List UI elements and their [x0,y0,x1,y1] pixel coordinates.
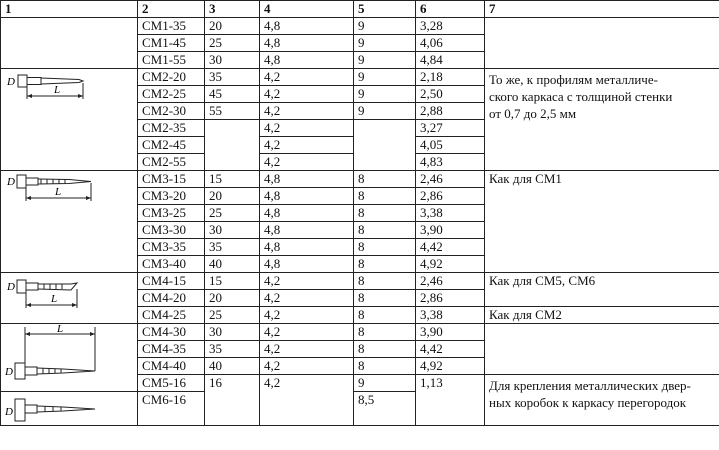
mark-cell: СМ1-35 [138,18,205,35]
cm4-note-a-cell: Как для СМ5, СМ6 [485,273,719,307]
mark-cell: СМ2-55 [138,154,205,171]
cm4-long-screw-drawing [1,325,138,391]
diameter-cell: 4,2 [260,324,354,341]
cm2-screw-drawing [1,69,138,109]
length-cell: 30 [205,324,260,341]
mark-cell: СМ4-15 [138,273,205,290]
mass-cell: 1,13 [416,375,485,426]
mark-cell: СМ2-45 [138,137,205,154]
mark-cell: СМ3-40 [138,256,205,273]
cm2-note-cell [485,69,719,171]
header-col-6: 6 [416,1,485,18]
length-cell: 20 [205,290,260,307]
cm5-note-cell [485,375,719,426]
length-cell: 20 [205,188,260,205]
col5-cell: 9 [354,86,416,103]
diameter-cell: 4,8 [260,35,354,52]
cm4-short-screw-drawing [1,274,138,322]
mark-cell: СМ2-25 [138,86,205,103]
length-cell: 55 [205,103,260,120]
mass-cell: 2,86 [416,188,485,205]
diameter-cell: 4,2 [260,120,354,137]
length-cell: 45 [205,86,260,103]
length-label: L [57,324,64,335]
col5-cell: 9 [354,375,416,392]
note-line: То же, к профилям металличе- [489,72,658,87]
note-line: ского каркаса с толщиной стенки [489,89,673,104]
mass-cell: 3,38 [416,205,485,222]
mass-cell: 2,46 [416,273,485,290]
table-header-row [1,1,719,18]
length-cell: 35 [205,239,260,256]
length-label: L [54,84,61,96]
table-row [1,273,719,290]
cm4-long-drawing-cell [1,324,138,392]
mass-cell: 3,90 [416,222,485,239]
col5-cell: 8 [354,290,416,307]
mark-cell: СМ4-20 [138,290,205,307]
cm3-screw-drawing [1,171,138,207]
mark-cell: СМ2-20 [138,69,205,86]
length-cell: 15 [205,171,260,188]
mark-cell: СМ4-30 [138,324,205,341]
header-col-2: 2 [138,1,205,18]
mass-cell: 4,05 [416,137,485,154]
mark-cell: СМ3-35 [138,239,205,256]
col5-cell: 9 [354,35,416,52]
header-col-1: 1 [1,1,138,18]
table-row [1,69,719,86]
diameter-label: D [7,281,15,293]
mark-cell: СМ4-35 [138,341,205,358]
length-cell: 20 [205,18,260,35]
mark-cell: СМ3-30 [138,222,205,239]
mass-cell: 4,42 [416,341,485,358]
mark-cell: СМ4-25 [138,307,205,324]
diameter-cell: 4,8 [260,188,354,205]
cm3-note-cell: Как для СМ1 [485,171,719,273]
diameter-cell: 4,2 [260,307,354,324]
mass-cell: 4,92 [416,256,485,273]
col5-cell: 8 [354,188,416,205]
length-label: L [55,186,62,198]
col5-cell: 8 [354,324,416,341]
diameter-cell: 4,2 [260,375,354,426]
cm4-short-drawing-cell [1,273,138,324]
note-line: Для крепления металлических двер- [489,378,691,393]
diameter-cell: 4,8 [260,239,354,256]
mass-cell: 2,86 [416,290,485,307]
header-col-7: 7 [485,1,719,18]
mark-cell: СМ2-30 [138,103,205,120]
mark-cell: СМ3-20 [138,188,205,205]
diameter-cell: 4,2 [260,154,354,171]
cm4-long-note-cell [485,324,719,375]
diameter-cell: 4,8 [260,256,354,273]
diameter-cell: 4,2 [260,273,354,290]
col5-cell: 9 [354,52,416,69]
cm1-drawing-cell [1,18,138,69]
diameter-cell: 4,2 [260,86,354,103]
col5-cell: 8 [354,222,416,239]
length-cell: 30 [205,222,260,239]
diameter-cell: 4,8 [260,171,354,188]
mass-cell: 4,42 [416,239,485,256]
mass-cell: 2,50 [416,86,485,103]
col5-cell: 8 [354,205,416,222]
cm1-note-cell [485,18,719,69]
header-col-5: 5 [354,1,416,18]
diameter-cell: 4,2 [260,341,354,358]
cm6-screw-drawing [1,393,138,425]
header-col-3: 3 [205,1,260,18]
diameter-cell: 4,8 [260,222,354,239]
mass-cell: 3,28 [416,18,485,35]
mark-cell: СМ3-25 [138,205,205,222]
col5-cell: 9 [354,18,416,35]
length-cell: 35 [205,69,260,86]
length-cell [205,120,260,171]
col5-cell: 8 [354,239,416,256]
length-cell: 25 [205,307,260,324]
diameter-label: D [7,176,15,188]
length-cell: 40 [205,256,260,273]
diameter-label: D [5,405,13,418]
cm2-drawing-cell [1,69,138,171]
col5-cell: 8 [354,256,416,273]
table-row [1,324,719,341]
diameter-cell: 4,8 [260,18,354,35]
length-cell: 40 [205,358,260,375]
diameter-cell: 4,2 [260,137,354,154]
diameter-cell: 4,2 [260,69,354,86]
col5-cell: 9 [354,103,416,120]
length-cell: 15 [205,273,260,290]
note-line: от 0,7 до 2,5 мм [489,106,577,121]
length-cell: 25 [205,35,260,52]
mark-cell: СМ4-40 [138,358,205,375]
diameter-label: D [5,365,13,378]
mass-cell: 2,88 [416,103,485,120]
diameter-cell: 4,8 [260,52,354,69]
length-cell: 30 [205,52,260,69]
table-row [1,18,719,35]
length-cell: 16 [205,375,260,426]
mass-cell: 4,84 [416,52,485,69]
mark-cell: СМ3-15 [138,171,205,188]
length-cell: 25 [205,205,260,222]
header-col-4: 4 [260,1,354,18]
cm6-drawing-cell [1,392,138,426]
col5-cell: 8,5 [354,392,416,426]
cm4-note-b-cell: Как для СМ2 [485,307,719,324]
diameter-label: D [7,76,15,88]
mass-cell: 4,06 [416,35,485,52]
mark-cell: СМ5-16 [138,375,205,392]
mass-cell: 4,83 [416,154,485,171]
col5-cell: 8 [354,273,416,290]
note-line: ных коробок к каркасу перегородок [489,395,687,410]
mass-cell: 3,27 [416,120,485,137]
mark-cell: СМ2-35 [138,120,205,137]
table-row [1,171,719,188]
mark-cell: СМ1-55 [138,52,205,69]
diameter-cell: 4,8 [260,205,354,222]
length-cell: 35 [205,341,260,358]
mass-cell: 2,18 [416,69,485,86]
diameter-cell: 4,2 [260,290,354,307]
mass-cell: 3,38 [416,307,485,324]
mass-cell: 4,92 [416,358,485,375]
mass-cell: 3,90 [416,324,485,341]
col5-cell: 8 [354,341,416,358]
col5-cell: 8 [354,358,416,375]
mass-cell: 2,46 [416,171,485,188]
col5-cell: 8 [354,307,416,324]
cm3-drawing-cell [1,171,138,273]
diameter-cell: 4,2 [260,358,354,375]
col5-cell: 8 [354,171,416,188]
col5-cell: 9 [354,69,416,86]
col5-cell [354,120,416,171]
mark-cell: СМ6-16 [138,392,205,426]
mark-cell: СМ1-45 [138,35,205,52]
length-label: L [51,293,58,305]
diameter-cell: 4,2 [260,103,354,120]
